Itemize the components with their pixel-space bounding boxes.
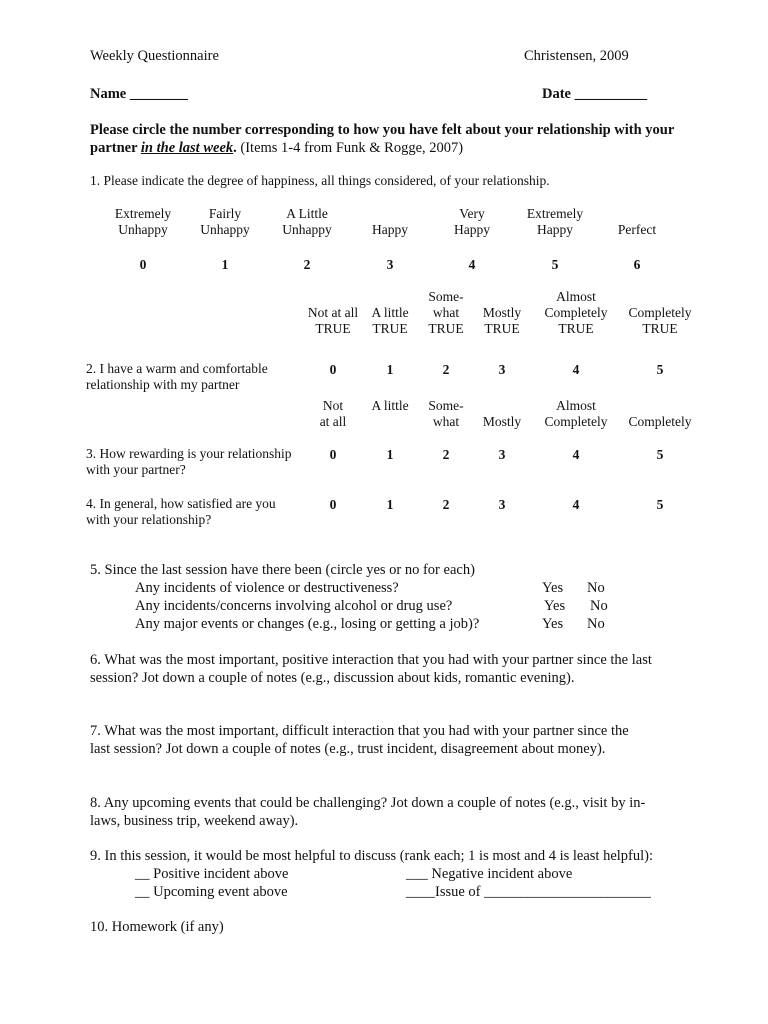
q5-item-3-no[interactable]: No (587, 616, 605, 632)
q1-label-1: Fairly Unhappy (200, 206, 250, 237)
q2-question: 2. I have a warm and comfortable relationship with my partner (86, 361, 268, 392)
q2-option-0[interactable]: 0 (329, 362, 337, 377)
q9-rank-negative[interactable]: ___ Negative incident above (406, 866, 573, 882)
q1-question: 1. Please indicate the degree of happiness, all things considered, of your relationship. (90, 173, 550, 188)
q4-option-2[interactable]: 2 (442, 497, 450, 512)
q5-item-3-yes[interactable]: Yes (542, 616, 564, 632)
q1-label-3: Happy (372, 222, 408, 237)
q9-question: 9. In this session, it would be most helpful to discuss (rank each; 1 is most and 4 is least helpful): (90, 848, 654, 864)
q5-question: 5. Since the last session have there been (circle yes or no for each) (90, 562, 475, 578)
q4-question: 4. In general, how satisfied are you with your relationship? (86, 496, 276, 527)
q4-option-3[interactable]: 3 (498, 497, 506, 512)
instructions (90, 121, 680, 157)
instructions-emphasis: in the last week (140, 140, 234, 156)
q2-header-1: A little TRUE (371, 305, 409, 336)
q1-option-0[interactable]: 0 (139, 257, 147, 272)
q1-option-6[interactable]: 6 (633, 257, 641, 272)
q34-header-1: A little (371, 398, 409, 413)
q6-question: 6. What was the most important, positive interaction that you had with your partner since the last session? Jot down a couple of notes (e.g., discussion about kids, romantic evening). (90, 652, 652, 686)
q1-option-4[interactable]: 4 (468, 257, 476, 272)
q2-header-2: Some- what TRUE (428, 289, 464, 336)
instructions-period: . (233, 140, 237, 156)
q2-option-2[interactable]: 2 (442, 362, 450, 377)
q3-option-5[interactable]: 5 (656, 447, 664, 462)
q5-item-2-yes[interactable]: Yes (544, 598, 566, 614)
q1-label-2: A Little Unhappy (282, 206, 332, 237)
q1-label-6: Perfect (617, 222, 657, 237)
instructions-text: Please circle the number corresponding to how you have felt about your relationship with your partner (90, 122, 675, 156)
q8-question: 8. Any upcoming events that could be challenging? Jot down a couple of notes (e.g., visit by in- laws, business trip, weekend away). (90, 795, 646, 829)
q3-option-3[interactable]: 3 (498, 447, 506, 462)
q2-option-1[interactable]: 1 (386, 362, 394, 377)
instructions-source: (Items 1-4 from Funk & Rogge, 2007) (236, 140, 464, 156)
q1-option-5[interactable]: 5 (551, 257, 559, 272)
q2-header-5: Completely TRUE (628, 305, 692, 336)
q34-header-0: Not at all (319, 398, 347, 429)
q5-item-1-no[interactable]: No (587, 580, 605, 596)
q2-header-0: Not at all TRUE (307, 305, 359, 336)
q4-option-0[interactable]: 0 (329, 497, 337, 512)
form-title: Weekly Questionnaire (90, 48, 219, 64)
q3-option-4[interactable]: 4 (572, 447, 580, 462)
q2-header-3: Mostly TRUE (482, 305, 522, 336)
q4-option-4[interactable]: 4 (572, 497, 580, 512)
q2-option-5[interactable]: 5 (656, 362, 664, 377)
q34-header-5: Completely (628, 414, 692, 429)
q3-option-1[interactable]: 1 (386, 447, 394, 462)
q34-header-3: Mostly (482, 414, 522, 429)
q5-item-1: Any incidents of violence or destructiveness? (135, 580, 399, 596)
q34-header-4: Almost Completely (544, 398, 608, 429)
q1-option-1[interactable]: 1 (221, 257, 229, 272)
q5-item-1-yes[interactable]: Yes (542, 580, 564, 596)
q3-option-2[interactable]: 2 (442, 447, 450, 462)
q4-option-5[interactable]: 5 (656, 497, 664, 512)
q9-rank-issue[interactable]: ____Issue of _______________________ (406, 884, 651, 900)
q2-option-3[interactable]: 3 (498, 362, 506, 377)
q5-item-2-no[interactable]: No (590, 598, 608, 614)
name-field[interactable]: Name ________ (90, 86, 188, 102)
q34-header-2: Some- what (428, 398, 464, 429)
q1-label-0: Extremely Unhappy (114, 206, 172, 237)
q5-item-2: Any incidents/concerns involving alcohol or drug use? (135, 598, 453, 614)
q9-rank-upcoming[interactable]: __ Upcoming event above (135, 884, 288, 900)
q5-item-3: Any major events or changes (e.g., losing or getting a job)? (135, 616, 480, 632)
q3-option-0[interactable]: 0 (329, 447, 337, 462)
q1-option-2[interactable]: 2 (303, 257, 311, 272)
date-field[interactable]: Date __________ (542, 86, 648, 102)
q1-label-5: Extremely Happy (526, 206, 584, 237)
q2-option-4[interactable]: 4 (572, 362, 580, 377)
q2-header-4: Almost Completely TRUE (544, 289, 608, 336)
q9-rank-positive[interactable]: __ Positive incident above (135, 866, 289, 882)
q1-option-3[interactable]: 3 (386, 257, 394, 272)
q7-question: 7. What was the most important, difficult interaction that you had with your partner since the last session? Jot down a couple of notes (e.g., trust incident, disagreement about money). (90, 723, 629, 757)
q4-option-1[interactable]: 1 (386, 497, 394, 512)
q3-question: 3. How rewarding is your relationship with your partner? (86, 446, 292, 477)
q10-question: 10. Homework (if any) (90, 919, 224, 935)
citation: Christensen, 2009 (524, 48, 629, 64)
q1-label-4: Very Happy (454, 206, 490, 237)
